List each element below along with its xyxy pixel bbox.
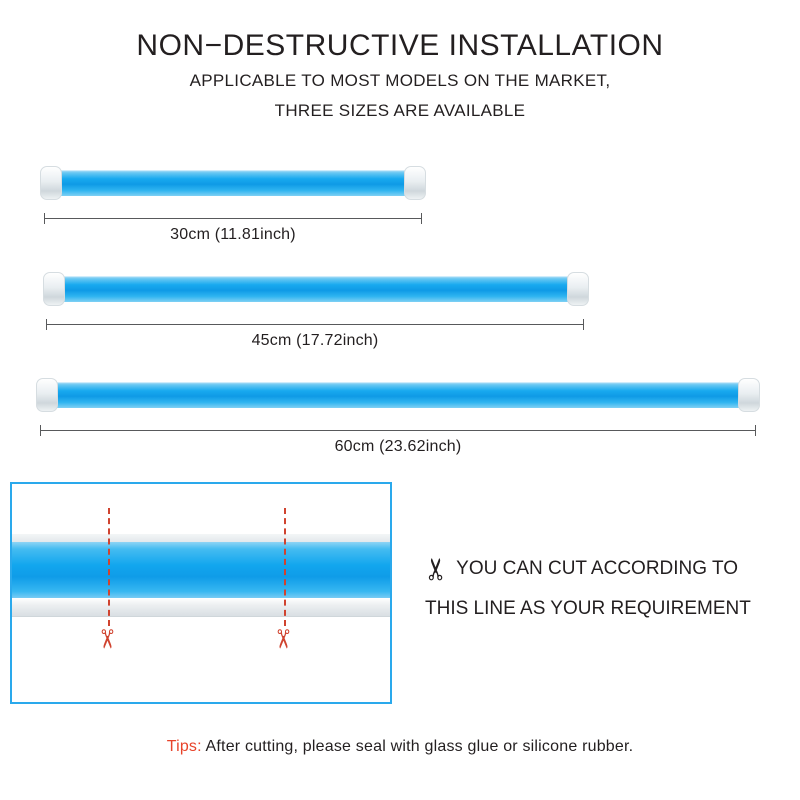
led-strip-30cm xyxy=(52,170,414,196)
led-strip-closeup xyxy=(10,534,392,616)
cut-illustration-panel xyxy=(10,482,392,704)
tips-label: Tips: xyxy=(166,738,202,755)
dimension-tick-left xyxy=(46,319,47,330)
tips-bar xyxy=(0,738,800,756)
cut-instruction-line-2: THIS LINE AS YOUR REQUIREMENT xyxy=(425,598,751,619)
dimension-tick-right xyxy=(755,425,756,436)
page-title: NON−DESTRUCTIVE INSTALLATION xyxy=(136,29,664,62)
led-strip-60cm xyxy=(48,382,748,408)
dimension-label-45cm: 45cm (17.72inch) xyxy=(251,332,379,349)
dimension-label-30cm: 30cm (11.81inch) xyxy=(170,226,296,243)
strip-core xyxy=(10,542,392,600)
cut-line-1 xyxy=(108,508,110,626)
dimension-tick-right xyxy=(583,319,584,330)
dimension-line-60cm xyxy=(40,430,756,455)
strip-end-cap-right-icon xyxy=(404,166,426,200)
led-strip-45cm xyxy=(55,276,577,302)
strip-end-cap-left-icon xyxy=(36,378,58,412)
subtitle-line-2: THREE SIZES ARE AVAILABLE xyxy=(274,101,526,120)
dimension-label-60cm: 60cm (23.62inch) xyxy=(334,438,462,455)
subtitle-line-1: APPLICABLE TO MOST MODELS ON THE MARKET, xyxy=(189,71,611,90)
dimension-tick-left xyxy=(44,213,45,224)
cut-instruction-text-1: YOU CAN CUT ACCORDING TO xyxy=(456,558,739,579)
scissors-icon: ✂ xyxy=(91,628,122,650)
cut-instruction-line-1 xyxy=(420,552,785,586)
cut-instruction xyxy=(420,552,785,626)
strip-flange-bottom xyxy=(10,598,392,617)
scissors-icon: ✂ xyxy=(267,628,298,650)
dimension-tick-right xyxy=(421,213,422,224)
scissors-icon: ✂ xyxy=(420,556,454,582)
dimension-line-45cm xyxy=(46,324,584,349)
tips-text: After cutting, please seal with glass glue or silicone rubber. xyxy=(201,738,634,755)
strip-end-cap-left-icon xyxy=(43,272,65,306)
dimension-tick-left xyxy=(40,425,41,436)
strip-end-cap-left-icon xyxy=(40,166,62,200)
strip-end-cap-right-icon xyxy=(738,378,760,412)
size-diagrams xyxy=(0,160,800,460)
strip-end-cap-right-icon xyxy=(567,272,589,306)
dimension-line-30cm xyxy=(44,218,422,243)
header xyxy=(0,26,800,126)
cut-line-2 xyxy=(284,508,286,626)
